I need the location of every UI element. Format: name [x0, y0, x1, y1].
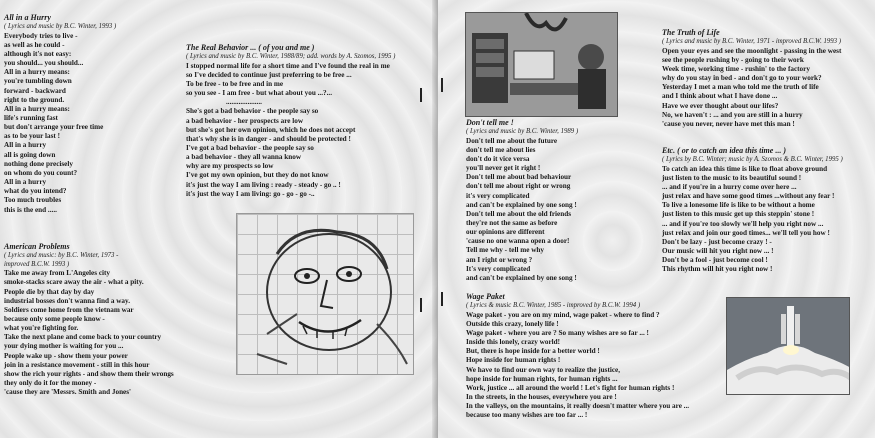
lyric-line: join in a resistance movement - still in this hour	[4, 360, 150, 369]
lyric-line: To catch an idea this time is like to float above ground	[662, 164, 828, 173]
lyric-line: you'll never get it right !	[466, 164, 541, 173]
lyric-line: as to be your last !	[4, 132, 60, 141]
lyric-line: and I think about what I have done ...	[662, 92, 778, 101]
lyric-line: Take me away from L'Angeles city	[4, 269, 111, 278]
lyric-line: Open your eyes and see the moonlight - passing in the west	[662, 46, 842, 55]
face-drawing-icon	[237, 214, 414, 375]
lyric-line: 'cause they are 'Messrs. Smith and Jones'	[4, 388, 132, 397]
space-shuttle-launch-photo	[726, 297, 850, 395]
lyric-line: that's why she is in danger - and should be protected !	[186, 134, 351, 143]
lyric-line: But, there is hope inside for a better world !	[466, 347, 600, 356]
lyric-line: smoke-stacks scare away the air - what a pity.	[4, 278, 144, 287]
song-title: All in a Hurry	[4, 13, 51, 22]
lyric-line: To be free - to be free and in me	[186, 79, 284, 88]
lyric-line: In the streets, in the houses, everywhere you are !	[466, 393, 617, 401]
lyric-line: I've got my own opinion, but they do not know	[186, 171, 329, 180]
lyric-line: Wage paket - where you are ? So many wishes are so far ... !	[466, 328, 649, 337]
lyric-line: Don't tell me about the future	[466, 136, 558, 145]
lyric-line: To live a lonesome life is like to be without a home	[662, 201, 815, 210]
lyric-line: Our music will hit you right now ... !	[662, 247, 774, 255]
lyric-line: ... and if you're in a hurry come over here ...	[662, 182, 797, 191]
song-wage-paket	[466, 292, 689, 420]
song-american-problems	[4, 242, 174, 397]
song-credit: ( Lyrics and music by B.C. Winter, 1988/89; add. words by A. Szomos, 1995 )	[186, 53, 396, 60]
lyric-line: Outside this crazy, lonely life !	[466, 319, 559, 328]
song-title: American Problems	[4, 242, 70, 251]
song-title: The Real Behavior ... ( of you and me )	[186, 43, 315, 52]
lyric-line: Everybody tries to live -	[4, 31, 78, 40]
lyric-line: Have we ever thought about our lifes?	[662, 101, 779, 110]
lyric-line: they only do it for the money -	[4, 379, 97, 388]
lyric-line: on whom do you count?	[4, 168, 78, 177]
lyric-line: People wake up - show them your power	[4, 351, 128, 360]
lyric-line: nothing done precisely	[4, 159, 73, 168]
song-title: The Truth of Life	[662, 28, 720, 37]
lyric-line: forward - backward	[4, 86, 66, 95]
lyric-line: see the people rushing by - going to their work	[662, 55, 804, 64]
lyric-line: just relax and have some good times ...without any fear !	[662, 192, 835, 201]
lyric-line: why do you stay in bed - and don't go to your work?	[662, 74, 822, 83]
lyric-line: Hope inside for human rights !	[466, 356, 561, 365]
lyric-line: because only some people know -	[4, 314, 105, 323]
song-credit: ( Lyrics and music by B.C. Winter, 1989 )	[466, 128, 579, 135]
lyric-line: She's got a bad behavior - the people say so	[186, 107, 319, 116]
lyric-line: it's just the way I am living : ready - steady - go .. !	[186, 180, 341, 189]
lyric-line: our opinions are different	[466, 228, 545, 237]
lyric-line: Tell me why - tell me why	[466, 246, 544, 255]
lyric-line: All in a hurry	[4, 178, 47, 187]
lyric-line: All in a hurry	[4, 141, 47, 150]
lyric-line: Soldiers come home from the vietnam war	[4, 305, 134, 314]
lyric-line: I've got a bad behavior - the people say so	[186, 144, 314, 152]
lyric-line: This rhythm will hit you right now !	[662, 265, 773, 274]
lyric-line: Don't tell me about bad behaviour	[466, 173, 572, 182]
lyric-line: Inside this lonely, crazy world!	[466, 338, 561, 347]
song-the-real-behavior	[186, 43, 395, 199]
lyric-line: so I've decided to continue just preferring to be free ...	[186, 70, 352, 79]
lyric-line: they're not the same as before	[466, 219, 558, 227]
lyric-line: 'cause you never, never have met this man !	[662, 119, 795, 128]
lyric-line: Don't be a fool - just become cool !	[662, 256, 768, 265]
song-credit: ( Lyrics and music by B.C. Winter, 1993 )	[4, 23, 117, 30]
lyric-line: just listen to this music get up this steppin' stone !	[662, 210, 815, 219]
song-credit: ( Lyrics by B.C. Winter; music by A. Szomos & B.C. Winter, 1995 )	[662, 156, 843, 163]
lyric-line: In the valleys, on the mountains, it really doesn't matter where you are ...	[466, 402, 690, 411]
lyric-line: just listen to the music to its beautiful sound !	[662, 173, 802, 182]
lyric-line: Take the next plane and come back to your country	[4, 333, 162, 342]
lyric-line: am I right or wrong ?	[466, 255, 533, 264]
lyric-line: it's very complicated	[466, 191, 530, 200]
lyric-line: it's just the way I am living: go - go - go -..	[186, 189, 315, 198]
lyric-line: No, we haven't : ... and you are still in a hurry	[662, 110, 803, 119]
lyric-line: and can't be explained by one song !	[466, 200, 577, 209]
lyric-line: It's very complicated	[466, 264, 531, 273]
song-title: Wage Paket	[466, 292, 505, 301]
lyric-line: hope inside for human rights, for human rights ...	[466, 374, 618, 383]
lyric-line: just relax and join our good times... we'll tell you how !	[662, 228, 830, 237]
lyric-line: although it's not easy:	[4, 49, 72, 58]
lyric-line: ... and if you're too slowly we'll help you right now ...	[662, 219, 824, 228]
lyric-line: Week time, working time - rushin' to the factory	[662, 64, 810, 73]
lyric-line: don't tell me about right or wrong	[466, 182, 571, 191]
left-page	[0, 0, 437, 438]
lyric-line: People die by that day by day	[4, 287, 95, 296]
lyric-line: don't tell me about lies	[466, 145, 536, 154]
lyric-line: right to the ground.	[4, 95, 65, 104]
lyric-line: Don't be lazy - just become crazy ! -	[662, 237, 772, 246]
lyric-line: life's running fast	[4, 114, 58, 122]
lyric-line: Wage paket - you are on my mind, wage paket - where to find ?	[466, 310, 660, 319]
binding-mark	[441, 78, 443, 92]
lyric-line: what do you intend?	[4, 187, 67, 196]
studio-photo-icon	[466, 13, 618, 117]
song-title: Don't tell me !	[466, 118, 514, 127]
lyric-line: show the rich your rights - and show them their wrongs	[4, 369, 174, 378]
lyric-line: a bad behavior - they all wanna know	[186, 153, 302, 162]
lyric-line: because too many wishes are too far ... !	[466, 411, 588, 420]
lyric-line: what you're fighting for.	[4, 324, 79, 333]
lyric-line: you should... you should...	[4, 59, 84, 68]
lyric-line: as well as he could -	[4, 40, 65, 49]
lyric-line: your dying mother is waiting for you ...	[4, 342, 124, 351]
song-title: Etc. ( or to catch an idea this time ... )	[662, 146, 786, 155]
lyric-line: and can't be explained by one song !	[466, 273, 577, 282]
lyric-line: all is going down	[4, 150, 56, 159]
lyric-line: I stopped normal life for a short time and I've found the real in me	[186, 61, 390, 70]
lyric-line: so you see - I am free - but what about you ...?...	[186, 89, 333, 98]
lyric-line: but don't arrange your free time	[4, 123, 104, 132]
lyric-line: We have to find our own way to realize the justice,	[466, 365, 621, 374]
lyric-line: a bad behavior - her prospects are low	[186, 116, 304, 125]
lyric-line: don't do it vice versa	[466, 154, 530, 163]
song-credit: ( Lyrics & music B.C. Winter, 1985 - improved by B.C.W. 1994 )	[466, 302, 641, 309]
lyric-line: this is the end .....	[4, 205, 57, 214]
lyric-line: industrial bosses don't wanna find a way.	[4, 296, 131, 305]
song-etc	[662, 146, 843, 274]
lyric-line: 'cause no one wanna open a door!	[466, 237, 570, 246]
lyric-line: Too much troubles	[4, 196, 62, 205]
lyric-line: All in a hurry means:	[4, 104, 70, 113]
lyric-line: but she's got her own opinion, which he does not accept	[186, 125, 356, 134]
binding-mark	[441, 292, 443, 306]
song-credit: ( Lyrics and music: by B.C. Winter, 1973 - improved B.C.W. 1993 )	[4, 252, 119, 268]
song-dont-tell-me	[466, 118, 578, 283]
lyric-line: All in a hurry means:	[4, 68, 70, 77]
caricature-sketch-image	[236, 213, 414, 375]
binding-mark	[420, 88, 422, 102]
song-all-in-a-hurry	[4, 13, 116, 215]
rocket-launch-icon	[727, 298, 850, 395]
lyric-line: Yesterday I met a man who told me the truth of life	[662, 83, 819, 92]
lyric-line: Don't tell me about the old friends	[466, 209, 572, 218]
lyric-separator: ....................	[226, 98, 262, 107]
song-credit: ( Lyrics and music by B.C. Winter, 1971 - improved B.C.W. 1993 )	[662, 38, 842, 45]
lyric-line: you're tumbling down	[4, 77, 72, 86]
recording-studio-photo	[465, 12, 618, 117]
lyric-line: Work, justice ... all around the world ! Let's fight for human rights !	[466, 383, 675, 392]
song-truth-of-life	[662, 28, 841, 129]
lyric-line: why are my prospects so low	[186, 162, 274, 171]
binding-mark	[420, 298, 422, 312]
